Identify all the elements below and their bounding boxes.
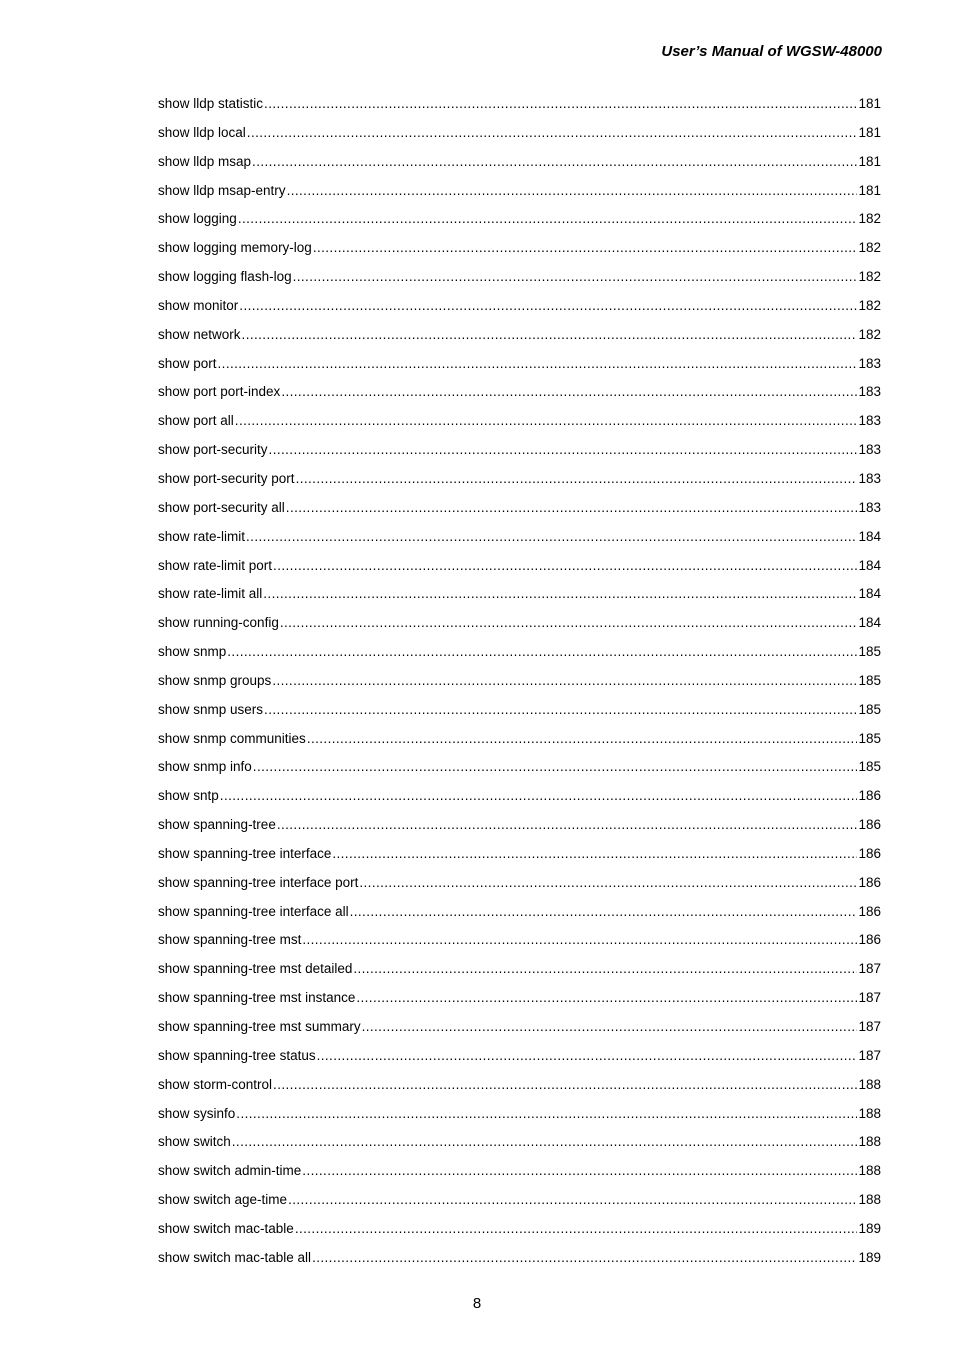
- toc-entry-page: 184: [858, 615, 881, 631]
- toc-entry-label: show logging: [158, 211, 237, 227]
- toc-entry-page: 189: [858, 1249, 881, 1265]
- toc-entry-label: show switch mac-table: [158, 1220, 294, 1236]
- toc-entry[interactable]: [158, 815, 881, 844]
- toc-entry-label: show logging memory-log: [158, 240, 312, 256]
- toc-entry-page: 183: [858, 499, 881, 515]
- toc-entry-label: show spanning-tree interface: [158, 845, 332, 861]
- toc-entry[interactable]: [158, 556, 881, 585]
- toc-entry-page: 182: [858, 269, 881, 285]
- toc-entry-label: show snmp info: [158, 759, 252, 775]
- toc-entry[interactable]: [158, 1075, 881, 1104]
- toc-entry-label: show sysinfo: [158, 1105, 236, 1121]
- toc-dot-leader: [293, 267, 858, 287]
- toc-entry-label: show lldp msap: [158, 153, 252, 169]
- toc-entry-label: show switch: [158, 1134, 231, 1150]
- toc-dot-leader: [238, 209, 858, 229]
- toc-entry[interactable]: [158, 1132, 881, 1161]
- toc-entry[interactable]: [158, 267, 881, 296]
- toc-entry[interactable]: [158, 469, 881, 498]
- toc-dot-leader: [286, 498, 858, 518]
- toc-entry-label: show switch mac-table all: [158, 1249, 312, 1265]
- toc-entry[interactable]: [158, 873, 881, 902]
- toc-entry-page: 181: [858, 182, 881, 198]
- toc-entry-page: 187: [858, 990, 881, 1006]
- toc-entry-page: 188: [858, 1076, 881, 1092]
- toc-entry[interactable]: [158, 642, 881, 671]
- toc-entry[interactable]: [158, 700, 881, 729]
- toc-dot-leader: [332, 844, 857, 864]
- toc-entry-page: 188: [858, 1192, 881, 1208]
- toc-entry-label: show rate-limit: [158, 528, 246, 544]
- toc-dot-leader: [218, 354, 858, 374]
- toc-dot-leader: [359, 873, 857, 893]
- toc-entry-label: show port-security: [158, 442, 268, 458]
- toc-entry[interactable]: [158, 1046, 881, 1075]
- toc-entry[interactable]: [158, 354, 881, 383]
- toc-entry-label: show spanning-tree mst detailed: [158, 961, 353, 977]
- toc-dot-leader: [269, 440, 858, 460]
- toc-entry-label: show spanning-tree status: [158, 1047, 316, 1063]
- toc-dot-leader: [296, 469, 858, 489]
- toc-entry[interactable]: [158, 1017, 881, 1046]
- toc-entry-label: show snmp groups: [158, 672, 272, 688]
- toc-entry-label: show lldp msap-entry: [158, 182, 286, 198]
- toc-entry[interactable]: [158, 527, 881, 556]
- toc-entry-label: show switch admin-time: [158, 1163, 302, 1179]
- toc-entry-page: 189: [858, 1220, 881, 1236]
- toc-entry-page: 181: [858, 124, 881, 140]
- toc-entry-label: show lldp statistic: [158, 96, 264, 111]
- toc-entry-page: 183: [858, 470, 881, 486]
- toc-entry-label: show port-security port: [158, 470, 295, 486]
- toc-entry-label: show spanning-tree mst instance: [158, 990, 356, 1006]
- toc-entry[interactable]: [158, 325, 881, 354]
- toc-entry[interactable]: [158, 959, 881, 988]
- toc-entry-label: show spanning-tree interface all: [158, 903, 349, 919]
- toc-entry-page: 183: [858, 384, 881, 400]
- toc-entry-label: show rate-limit all: [158, 586, 263, 602]
- toc-dot-leader: [239, 296, 857, 316]
- toc-dot-leader: [350, 902, 858, 922]
- toc-entry-page: 187: [858, 1019, 881, 1034]
- toc-entry-page: 186: [858, 932, 881, 948]
- toc-entry-label: show spanning-tree mst: [158, 932, 302, 948]
- toc-entry-page: 185: [858, 730, 881, 746]
- toc-entry[interactable]: [158, 238, 881, 267]
- toc-entry[interactable]: [158, 988, 881, 1017]
- toc-entry[interactable]: [158, 382, 881, 411]
- toc-entry-page: 185: [858, 672, 881, 688]
- toc-entry-label: show spanning-tree interface port: [158, 874, 359, 890]
- toc-entry-label: show snmp users: [158, 701, 264, 717]
- toc-entry-page: 184: [858, 586, 881, 602]
- toc-entry-page: 181: [858, 96, 881, 111]
- toc-entry-page: 183: [858, 413, 881, 429]
- toc-dot-leader: [273, 1075, 857, 1095]
- toc-entry-label: show sntp: [158, 788, 219, 804]
- toc-entry-page: 186: [858, 817, 881, 833]
- table-of-contents: [158, 94, 881, 1277]
- toc-entry[interactable]: [158, 123, 881, 152]
- toc-entry-page: 185: [858, 701, 881, 717]
- toc-entry-page: 186: [858, 903, 881, 919]
- toc-entry[interactable]: [158, 584, 881, 613]
- toc-entry-page: 183: [858, 442, 881, 458]
- toc-entry-page: 186: [858, 874, 881, 890]
- toc-dot-leader: [302, 1161, 857, 1181]
- toc-entry[interactable]: [158, 94, 881, 123]
- toc-entry[interactable]: [158, 844, 881, 873]
- toc-entry-label: show network: [158, 326, 241, 342]
- toc-entry[interactable]: [158, 1190, 881, 1219]
- toc-entry[interactable]: [158, 671, 881, 700]
- toc-dot-leader: [313, 238, 858, 258]
- toc-dot-leader: [236, 1104, 857, 1124]
- toc-entry-label: show port-security all: [158, 499, 285, 515]
- toc-dot-leader: [362, 1017, 858, 1037]
- toc-entry-label: show switch age-time: [158, 1192, 288, 1208]
- toc-dot-leader: [263, 584, 857, 604]
- toc-entry-page: 186: [858, 845, 881, 861]
- toc-entry[interactable]: [158, 1161, 881, 1190]
- toc-entry[interactable]: [158, 613, 881, 642]
- toc-dot-leader: [312, 1248, 857, 1268]
- toc-entry-page: 182: [858, 240, 881, 256]
- toc-entry-label: show running-config: [158, 615, 279, 631]
- toc-entry[interactable]: [158, 729, 881, 758]
- page-number: 8: [472, 1295, 482, 1312]
- toc-dot-leader: [252, 152, 857, 172]
- toc-entry-label: show snmp communities: [158, 730, 306, 746]
- toc-entry[interactable]: [158, 440, 881, 469]
- toc-entry[interactable]: [158, 209, 881, 238]
- toc-entry[interactable]: [158, 757, 881, 786]
- toc-entry-page: 182: [858, 297, 881, 313]
- toc-dot-leader: [247, 123, 858, 143]
- toc-entry[interactable]: [158, 411, 881, 440]
- toc-entry-page: 188: [858, 1105, 881, 1121]
- toc-entry[interactable]: [158, 498, 881, 527]
- toc-entry[interactable]: [158, 930, 881, 959]
- toc-dot-leader: [232, 1132, 858, 1152]
- toc-dot-leader: [281, 382, 857, 402]
- toc-entry-label: show lldp local: [158, 124, 246, 140]
- toc-entry[interactable]: [158, 1104, 881, 1133]
- toc-entry-label: show snmp: [158, 644, 227, 660]
- toc-entry[interactable]: [158, 902, 881, 931]
- toc-dot-leader: [277, 815, 858, 835]
- toc-dot-leader: [302, 930, 857, 950]
- document-header-title: User’s Manual of WGSW-48000: [661, 43, 882, 60]
- toc-dot-leader: [280, 613, 858, 633]
- toc-entry-page: 188: [858, 1163, 881, 1179]
- toc-entry-label: show spanning-tree mst summary: [158, 1019, 361, 1034]
- toc-entry-label: show rate-limit port: [158, 557, 273, 573]
- toc-entry-page: 184: [858, 557, 881, 573]
- toc-entry-page: 184: [858, 528, 881, 544]
- toc-dot-leader: [227, 642, 857, 662]
- toc-dot-leader: [273, 556, 857, 576]
- toc-entry-page: 183: [858, 355, 881, 371]
- toc-entry-page: 188: [858, 1134, 881, 1150]
- toc-dot-leader: [235, 411, 858, 431]
- toc-entry-page: 186: [858, 788, 881, 804]
- toc-dot-leader: [353, 959, 857, 979]
- toc-entry-page: 185: [858, 644, 881, 660]
- toc-entry-page: 187: [858, 961, 881, 977]
- toc-entry-page: 181: [858, 153, 881, 169]
- toc-entry[interactable]: [158, 152, 881, 181]
- toc-entry-label: show port port-index: [158, 384, 281, 400]
- toc-dot-leader: [264, 94, 857, 114]
- toc-entry-label: show storm-control: [158, 1076, 273, 1092]
- toc-dot-leader: [295, 1219, 858, 1239]
- toc-entry[interactable]: [158, 1219, 881, 1248]
- toc-entry[interactable]: [158, 786, 881, 815]
- toc-dot-leader: [307, 729, 858, 749]
- toc-dot-leader: [264, 700, 857, 720]
- toc-dot-leader: [242, 325, 858, 345]
- toc-entry-page: 187: [858, 1047, 881, 1063]
- toc-entry[interactable]: [158, 296, 881, 325]
- toc-entry-page: 182: [858, 326, 881, 342]
- toc-dot-leader: [220, 786, 858, 806]
- toc-dot-leader: [253, 757, 858, 777]
- toc-entry-page: 185: [858, 759, 881, 775]
- toc-dot-leader: [317, 1046, 858, 1066]
- toc-entry[interactable]: [158, 1248, 881, 1277]
- toc-entry-label: show spanning-tree: [158, 817, 276, 833]
- toc-entry-label: show port: [158, 355, 217, 371]
- toc-entry-label: show monitor: [158, 297, 239, 313]
- toc-entry[interactable]: [158, 181, 881, 210]
- toc-entry-page: 182: [858, 211, 881, 227]
- toc-dot-leader: [287, 181, 858, 201]
- toc-dot-leader: [356, 988, 857, 1008]
- toc-dot-leader: [272, 671, 857, 691]
- toc-entry-label: show logging flash-log: [158, 269, 292, 285]
- toc-dot-leader: [246, 527, 857, 547]
- toc-dot-leader: [288, 1190, 857, 1210]
- toc-entry-label: show port all: [158, 413, 234, 429]
